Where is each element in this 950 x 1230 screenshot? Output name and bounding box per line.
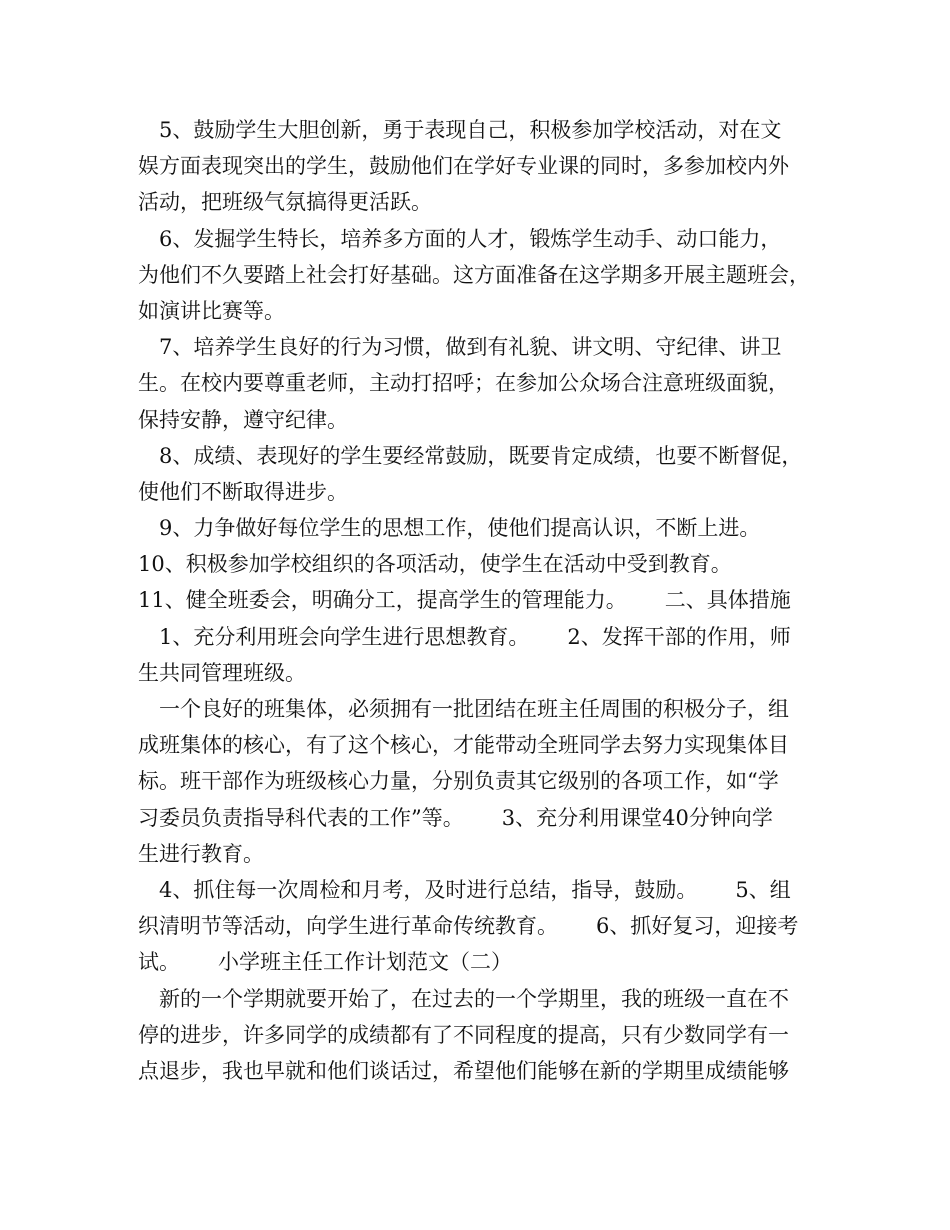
text-line: 7、培养学生良好的行为习惯，做到有礼貌、讲文明、守纪律、讲卫 [159,335,782,360]
text-line: 9、力争做好每位学生的思想工作，使他们提高认识，不断上进。 [159,516,761,541]
text-segment: 6、抓好复习，迎接考 [596,914,799,939]
text-segment: 1、充分利用班会向学生进行思想教育。 [159,624,530,649]
text-line: 标。班干部作为班级核心力量，分别负责其它级别的各项工作，如“学 [138,769,779,794]
text-segment: 11、健全班委会，明确分工，提高学生的管理能力。 [138,588,627,613]
text-segment: 5、组 [735,877,791,902]
text-line: 娱方面表现突出的学生，鼓励他们在学好专业课的同时，多参加校内外 [138,154,789,179]
text-line: 5、鼓励学生大胆创新，勇于表现自己，积极参加学校活动，对在文 [159,118,782,142]
text-line: 为他们不久要踏上社会打好基础。这方面准备在这学期多开展主题班会， [138,262,810,287]
text-line: 生。在校内要尊重老师，主动打招呼；在参加公众场合注意班级面貌， [138,371,789,396]
text-line: 生进行教育。 [138,841,264,866]
text-line: 点退步，我也早就和他们谈话过，希望他们能够在新的学期里成绩能够 [138,1058,789,1083]
text-segment: 3、充分利用课堂40分钟向学 [501,805,773,830]
text-line: 如演讲比赛等。 [138,298,285,323]
text-line [138,908,838,944]
text-line: 活动，把班级气氛搞得更活跃。 [138,190,432,215]
text-line: 10、积极参加学校组织的各项活动，使学生在活动中受到教育。 [138,552,732,577]
text-line: 停的进步，许多同学的成绩都有了不同程度的提高，只有少数同学有一 [138,1022,789,1047]
text-line [138,582,838,618]
text-segment: 4、抓住每一次周检和月考，及时进行总结，指导，鼓励。 [159,877,698,902]
text-line [138,619,838,655]
text-line: 一个良好的班集体，必须拥有一批团结在班主任周围的积极分子，组 [159,697,789,721]
text-line [138,944,838,980]
text-line: 使他们不断取得进步。 [138,479,348,504]
text-line: 成班集体的核心，有了这个核心，才能带动全班同学去努力实现集体目 [138,733,789,758]
text-line: 生共同管理班级。 [138,660,306,685]
text-segment: 2、发挥干部的作用，师 [567,624,791,649]
text-segment: 试。 [138,950,180,975]
text-line: 8、成绩、表现好的学生要经常鼓励，既要肯定成绩，也要不断督促， [159,443,803,468]
text-line: 6、发掘学生特长，培养多方面的人才，锻炼学生动手、动口能力， [159,226,782,251]
document-body [138,112,838,1089]
text-line [138,872,838,908]
text-line [138,800,838,836]
text-segment: 习委员负责指导科代表的工作”等。 [138,805,464,830]
text-line: 新的一个学期就要开始了，在过去的一个学期里，我的班级一直在不 [159,986,789,1011]
section-heading: 二、具体措施 [664,588,791,613]
text-line: 保持安静，遵守纪律。 [138,407,348,432]
text-segment: 织清明节等活动，向学生进行革命传统教育。 [138,914,558,939]
section-title: 小学班主任工作计划范文（二） [218,950,512,975]
